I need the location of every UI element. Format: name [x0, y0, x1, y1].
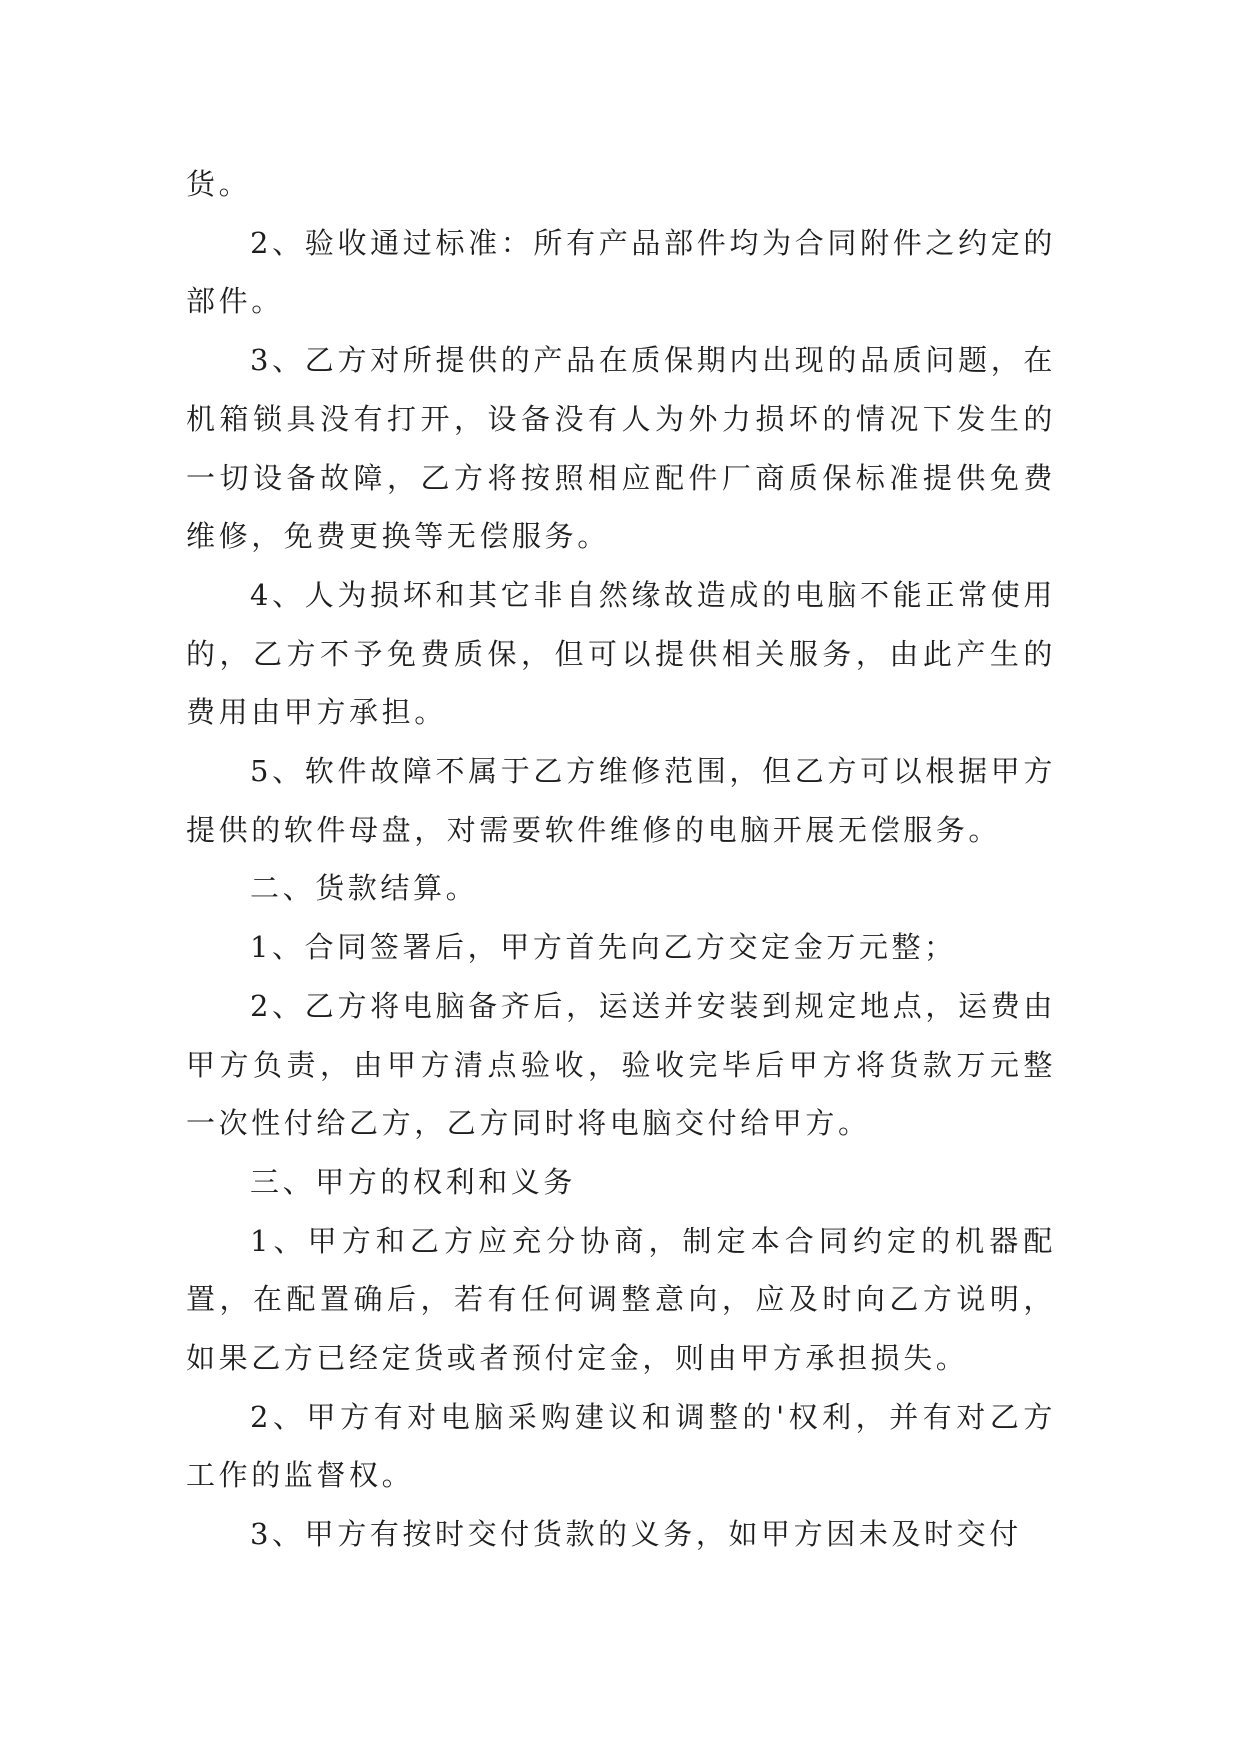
- paragraph-deposit: 1、合同签署后，甲方首先向乙方交定金万元整；: [250, 930, 957, 965]
- section-heading-payment: 二、货款结算。: [250, 871, 479, 906]
- paragraph-warranty-quality: 3、乙方对所提供的产品在质保期内出现的品质问题，在机箱锁具没有打开，设备没有人为外力损坏的情况下发生的一切设备故障，乙方将按照相应配件厂商质保标准提供免费维修，免费更换等无偿服务。: [186, 343, 1056, 554]
- paragraph-acceptance-standard: 2、验收通过标准：所有产品部件均为合同附件之约定的部件。: [186, 225, 1056, 319]
- paragraph-software-fault: 5、软件故障不属于乙方维修范围，但乙方可以根据甲方提供的软件母盘，对需要软件维修的电脑开展无偿服务。: [186, 754, 1056, 847]
- paragraph-payment-obligation: 3、甲方有按时交付货款的义务，如甲方因未及时交付: [250, 1517, 1022, 1552]
- paragraph-delivery-payment: 2、乙方将电脑备齐后，运送并安装到规定地点，运费由甲方负责，由甲方清点验收，验收完毕后甲方将货款万元整一次性付给乙方，乙方同时将电脑交付给甲方。: [186, 988, 1056, 1141]
- section-heading-party-a-rights: 三、甲方的权利和义务: [250, 1164, 577, 1199]
- paragraph-continuation: 货。: [186, 167, 252, 201]
- paragraph-configuration: 1、甲方和乙方应充分协商，制定本合同约定的机器配置，在配置确后，若有任何调整意向，应及时向乙方说明，如果乙方已经定货或者预付定金，则由甲方承担损失。: [186, 1223, 1056, 1376]
- document-body: [186, 155, 1056, 1564]
- paragraph-human-damage: 4、人为损坏和其它非自然缘故造成的电脑不能正常使用的，乙方不予免费质保，但可以提供相关服务，由此产生的费用由甲方承担。: [186, 577, 1056, 730]
- paragraph-supervision-right: 2、甲方有对电脑采购建议和调整的'权利，并有对乙方工作的监督权。: [186, 1399, 1056, 1493]
